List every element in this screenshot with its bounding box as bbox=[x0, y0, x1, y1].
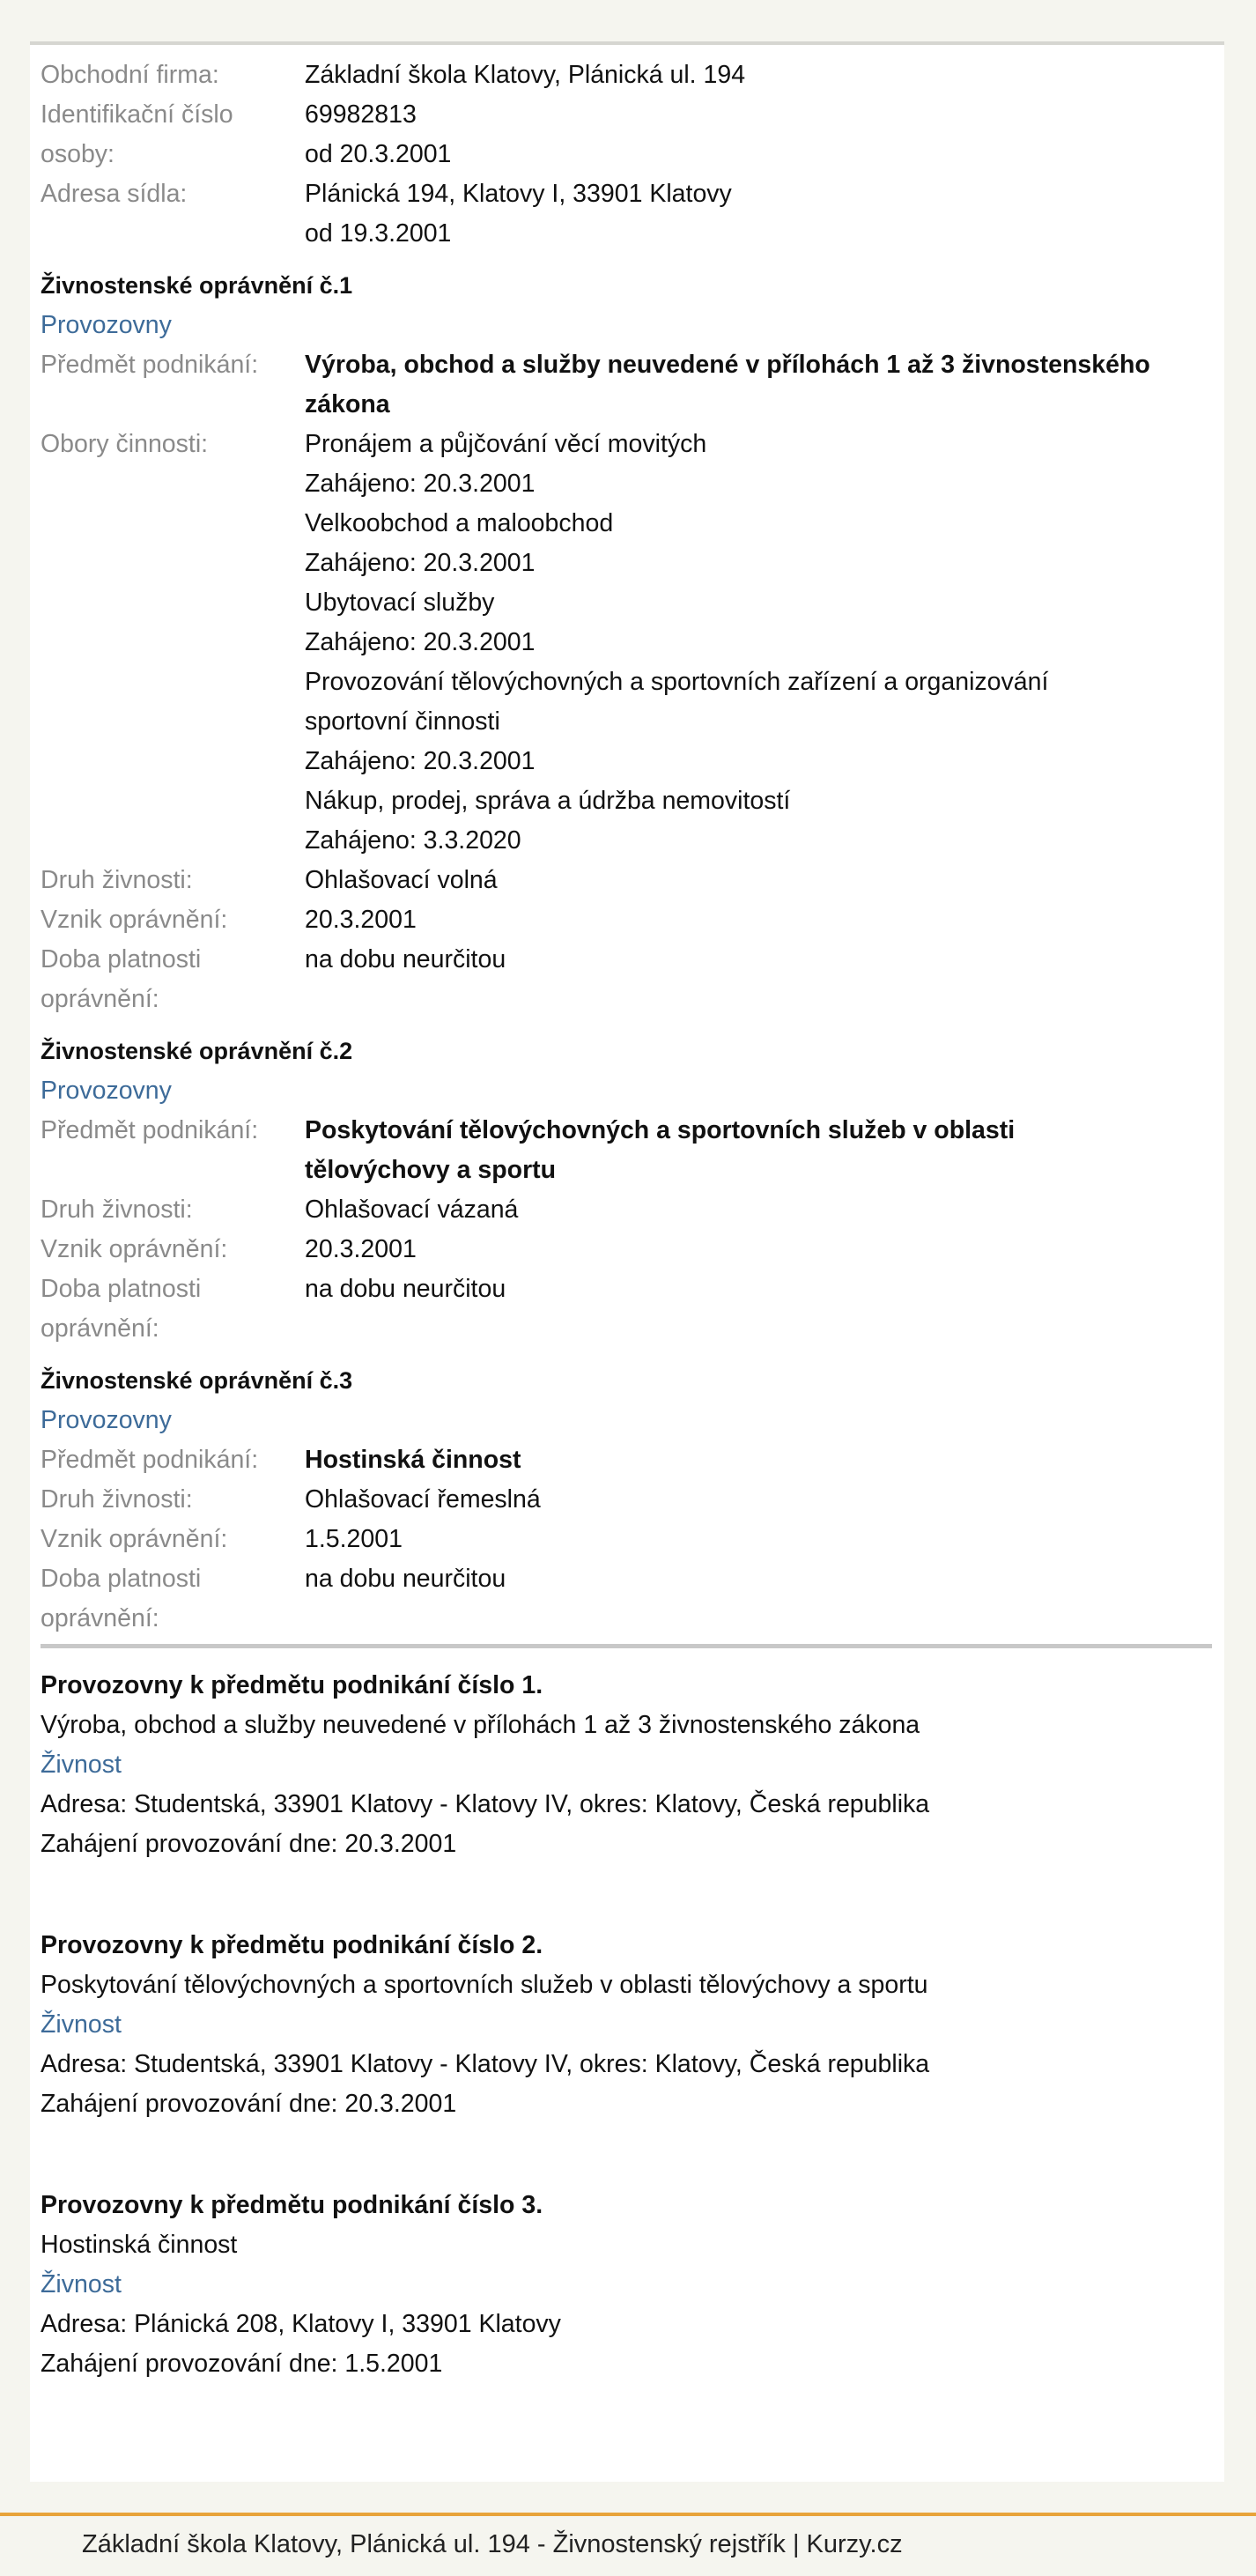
establishment-title: Provozovny k předmětu podnikání číslo 2. bbox=[41, 1931, 543, 1959]
company-id-label: Identifikační číslo bbox=[41, 100, 233, 129]
establishment-subject: Výroba, obchod a služby neuvedené v přílohách 1 až 3 živnostenského zákona bbox=[41, 1711, 920, 1739]
trade-link[interactable]: Živnost bbox=[41, 2010, 122, 2039]
establishment-address: Adresa: Plánická 208, Klatovy I, 33901 Klatovy bbox=[41, 2310, 561, 2338]
company-id-since: od 20.3.2001 bbox=[305, 140, 452, 168]
establishment-start: Zahájení provozování dne: 20.3.2001 bbox=[41, 2090, 457, 2118]
establishments-link[interactable]: Provozovny bbox=[41, 311, 172, 339]
establishment-block bbox=[41, 2186, 1212, 2384]
field-item: Velkoobchod a maloobchod bbox=[305, 509, 614, 537]
validity-label: Doba platnosti oprávnění: bbox=[41, 945, 202, 1013]
validity-value: na dobu neurčitou bbox=[305, 1275, 506, 1303]
license-title: Živnostenské oprávnění č.1 bbox=[41, 272, 353, 299]
establishments-link[interactable]: Provozovny bbox=[41, 1406, 172, 1434]
company-row bbox=[41, 214, 1212, 254]
section-divider bbox=[41, 1644, 1212, 1648]
company-address-value: Plánická 194, Klatovy I, 33901 Klatovy bbox=[305, 180, 732, 208]
origin-label: Vznik oprávnění: bbox=[41, 1235, 228, 1263]
license-section bbox=[41, 1032, 1212, 1349]
origin-value: 20.3.2001 bbox=[305, 906, 417, 934]
license-subject-row bbox=[41, 1440, 1212, 1480]
subject-label: Předmět podnikání: bbox=[41, 1116, 259, 1144]
establishment-title: Provozovny k předmětu podnikání číslo 1. bbox=[41, 1671, 543, 1699]
license-validity-row bbox=[41, 1269, 1212, 1349]
validity-label: Doba platnosti oprávnění: bbox=[41, 1565, 202, 1632]
license-type-row bbox=[41, 1190, 1212, 1230]
license-fields-row bbox=[41, 425, 1212, 861]
establishment-block bbox=[41, 1666, 1212, 1864]
establishment-start: Zahájení provozování dne: 1.5.2001 bbox=[41, 2350, 443, 2378]
license-origin-row bbox=[41, 900, 1212, 940]
type-label: Druh živnosti: bbox=[41, 1195, 193, 1224]
license-subject-row bbox=[41, 345, 1212, 425]
field-started: Zahájeno: 3.3.2020 bbox=[305, 826, 521, 855]
license-origin-row bbox=[41, 1520, 1212, 1559]
establishment-start: Zahájení provozování dne: 20.3.2001 bbox=[41, 1830, 457, 1858]
field-item: Pronájem a půjčování věcí movitých bbox=[305, 430, 707, 458]
origin-label: Vznik oprávnění: bbox=[41, 906, 228, 934]
establishment-block bbox=[41, 1926, 1212, 2124]
company-row bbox=[41, 95, 1212, 135]
field-started: Zahájeno: 20.3.2001 bbox=[305, 628, 536, 656]
validity-value: na dobu neurčitou bbox=[305, 1565, 506, 1593]
content-inner bbox=[41, 56, 1212, 2446]
type-label: Druh živnosti: bbox=[41, 1485, 193, 1514]
company-address-since: od 19.3.2001 bbox=[305, 219, 452, 248]
origin-label: Vznik oprávnění: bbox=[41, 1525, 228, 1553]
company-address-label: Adresa sídla: bbox=[41, 180, 188, 208]
license-section bbox=[41, 266, 1212, 1019]
license-validity-row bbox=[41, 1559, 1212, 1639]
license-type-row bbox=[41, 1480, 1212, 1520]
establishment-address: Adresa: Studentská, 33901 Klatovy - Klatovy IV, okres: Klatovy, Česká republika bbox=[41, 2050, 930, 2078]
type-value: Ohlašovací vázaná bbox=[305, 1195, 519, 1224]
origin-value: 1.5.2001 bbox=[305, 1525, 403, 1553]
license-origin-row bbox=[41, 1230, 1212, 1269]
trade-link[interactable]: Živnost bbox=[41, 1751, 122, 1779]
trade-link[interactable]: Živnost bbox=[41, 2270, 122, 2298]
company-id-value: 69982813 bbox=[305, 100, 417, 129]
company-name-label: Obchodní firma: bbox=[41, 61, 219, 89]
subject-label: Předmět podnikání: bbox=[41, 351, 259, 379]
establishment-address: Adresa: Studentská, 33901 Klatovy - Klatovy IV, okres: Klatovy, Česká republika bbox=[41, 1790, 930, 1818]
company-address-label-empty bbox=[41, 214, 305, 254]
type-value: Ohlašovací volná bbox=[305, 866, 498, 894]
field-started: Zahájeno: 20.3.2001 bbox=[305, 747, 536, 775]
license-validity-row bbox=[41, 940, 1212, 1019]
field-started: Zahájeno: 20.3.2001 bbox=[305, 470, 536, 498]
company-name-value: Základní škola Klatovy, Plánická ul. 194 bbox=[305, 61, 746, 89]
validity-value: na dobu neurčitou bbox=[305, 945, 506, 973]
license-type-row bbox=[41, 861, 1212, 900]
establishment-subject: Hostinská činnost bbox=[41, 2231, 238, 2259]
establishment-title: Provozovny k předmětu podnikání číslo 3. bbox=[41, 2191, 543, 2219]
license-title: Živnostenské oprávnění č.3 bbox=[41, 1367, 353, 1394]
fields-list bbox=[305, 425, 1212, 861]
subject-value: Výroba, obchod a služby neuvedené v přílohách 1 až 3 živnostenského zákona bbox=[305, 351, 1150, 418]
type-value: Ohlašovací řemeslná bbox=[305, 1485, 541, 1514]
field-started: Zahájeno: 20.3.2001 bbox=[305, 549, 536, 577]
license-subject-row bbox=[41, 1111, 1212, 1190]
subject-value: Poskytování tělovýchovných a sportovních služeb v oblasti tělovýchovy a sportu bbox=[305, 1116, 1016, 1184]
fields-label: Obory činnosti: bbox=[41, 430, 209, 458]
subject-label: Předmět podnikání: bbox=[41, 1446, 259, 1474]
validity-label: Doba platnosti oprávnění: bbox=[41, 1275, 202, 1343]
content-panel bbox=[30, 41, 1224, 2482]
field-item: Provozování tělovýchovných a sportovních zařízení a organizování sportovní činnosti bbox=[305, 668, 1049, 736]
company-info bbox=[41, 56, 1212, 254]
origin-value: 20.3.2001 bbox=[305, 1235, 417, 1263]
company-row bbox=[41, 174, 1212, 214]
company-id-label-2: osoby: bbox=[41, 140, 115, 168]
establishment-subject: Poskytování tělovýchovných a sportovních služeb v oblasti tělovýchovy a sportu bbox=[41, 1971, 928, 1999]
page-footer: Základní škola Klatovy, Plánická ul. 194 - Živnostenský rejstřík | Kurzy.cz bbox=[82, 2530, 903, 2558]
company-row bbox=[41, 56, 1212, 95]
license-section bbox=[41, 1361, 1212, 1639]
footer-accent-line bbox=[0, 2513, 1256, 2516]
establishments-link[interactable]: Provozovny bbox=[41, 1077, 172, 1105]
license-title: Živnostenské oprávnění č.2 bbox=[41, 1038, 353, 1064]
field-item: Ubytovací služby bbox=[305, 588, 495, 617]
type-label: Druh živnosti: bbox=[41, 866, 193, 894]
field-item: Nákup, prodej, správa a údržba nemovitostí bbox=[305, 787, 791, 815]
subject-value: Hostinská činnost bbox=[305, 1446, 521, 1474]
company-row bbox=[41, 135, 1212, 174]
